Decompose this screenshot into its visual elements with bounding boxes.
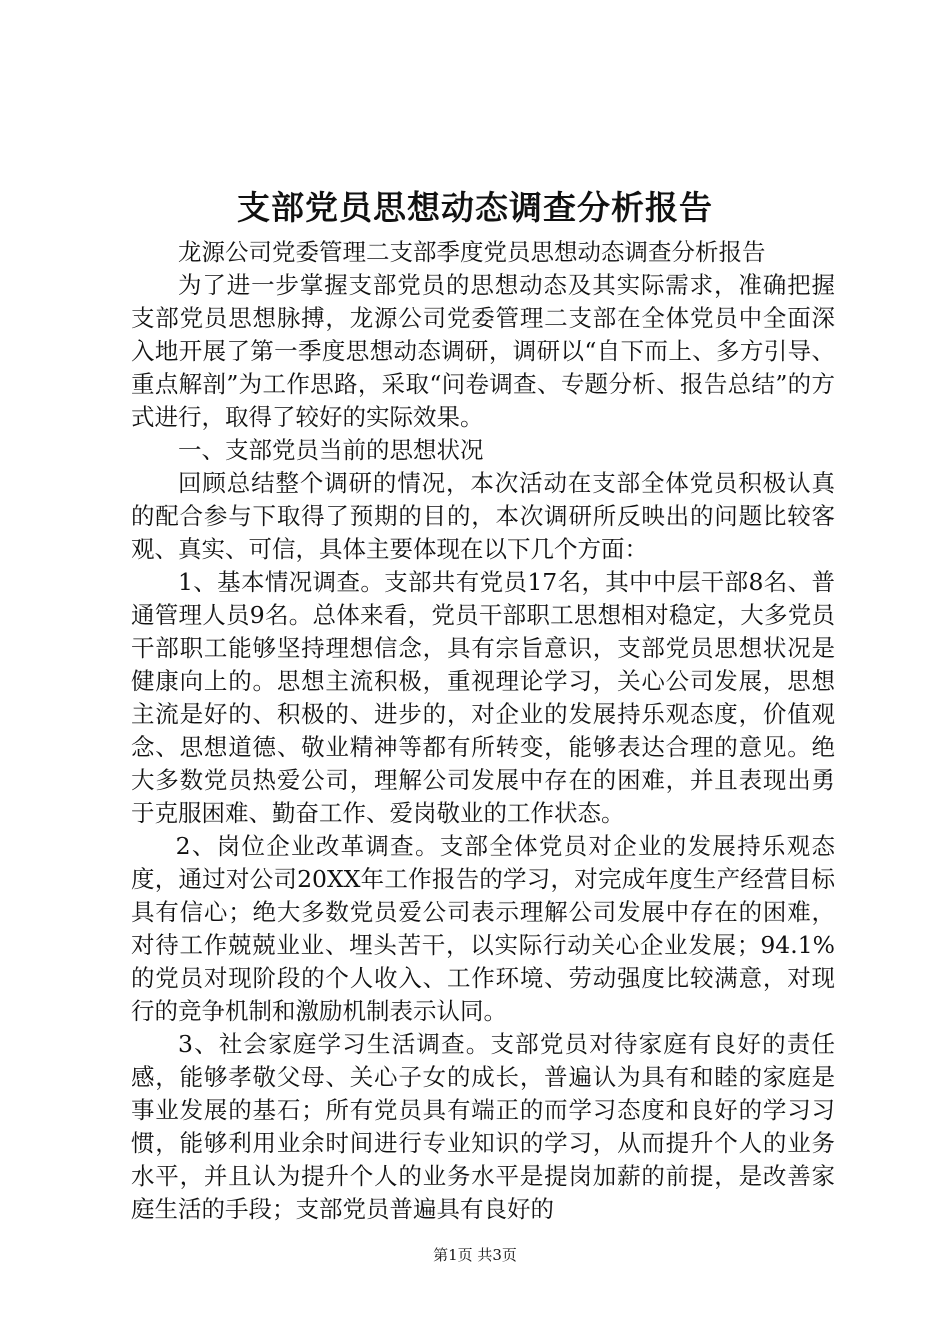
paragraph-subtitle: 龙源公司党委管理二支部季度党员思想动态调查分析报告 [178, 238, 766, 266]
section-heading: 一、支部党员当前的思想状况 [178, 436, 484, 464]
paragraph-intro: 为了进一步掌握支部党员的思想动态及其实际需求，准确把握支部党员思想脉搏，龙源公司党委管理二支部在全体党员中全面深入地开展了第一季度思想动态调研，调研以“自下而上、多方引导、重点解剖”为工作思路，采取“问卷调查、专题分析、报告总结”的方式进行，取得了较好的实际效果。 [131, 271, 835, 431]
paragraph-review: 回顾总结整个调研的情况，本次活动在支部全体党员积极认真的配合参与下取得了预期的目的，本次调研所反映出的问题比较客观、真实、可信，具体主要体现在以下几个方面： [131, 469, 835, 563]
document-body [131, 236, 835, 1226]
paragraph-item-1: 1、基本情况调查。支部共有党员17名，其中中层干部8名、普通管理人员9名。总体来看，党员干部职工思想相对稳定，大多党员干部职工能够坚持理想信念，具有宗旨意识，支部党员思想状况是健康向上的。思想主流积极，重视理论学习，关心公司发展，思想主流是好的、积极的、进步的，对企业的发展持乐观态度，价值观念、思想道德、敬业精神等都有所转变，能够表达合理的意见。绝大多数党员热爱公司，理解公司发展中存在的困难，并且表现出勇于克服困难、勤奋工作、爱岗敬业的工作状态。 [131, 568, 835, 827]
paragraph-item-2: 2、岗位企业改革调查。支部全体党员对企业的发展持乐观态度，通过对公司20XX年工作报告的学习，对完成年度生产经营目标具有信心；绝大多数党员爱公司表示理解公司发展中存在的困难，对待工作兢兢业业、埋头苦干，以实际行动关心企业发展；94.1%的党员对现阶段的个人收入、工作环境、劳动强度比较满意，对现行的竞争机制和激励机制表示认同。 [131, 832, 835, 1025]
document-title: 支部党员思想动态调查分析报告 [237, 188, 713, 227]
paragraph-item-3: 3、社会家庭学习生活调查。支部党员对待家庭有良好的责任感，能够孝敬父母、关心子女的成长，普遍认为具有和睦的家庭是事业发展的基石；所有党员具有端正的而学习态度和良好的学习习惯，能够利用业余时间进行专业知识的学习，从而提升个人的业务水平，并且认为提升个人的业务水平是提岗加薪的前提，是改善家庭生活的手段；支部党员普遍具有良好的 [131, 1030, 835, 1223]
page-number: 第1页 共3页 [433, 1246, 517, 1264]
